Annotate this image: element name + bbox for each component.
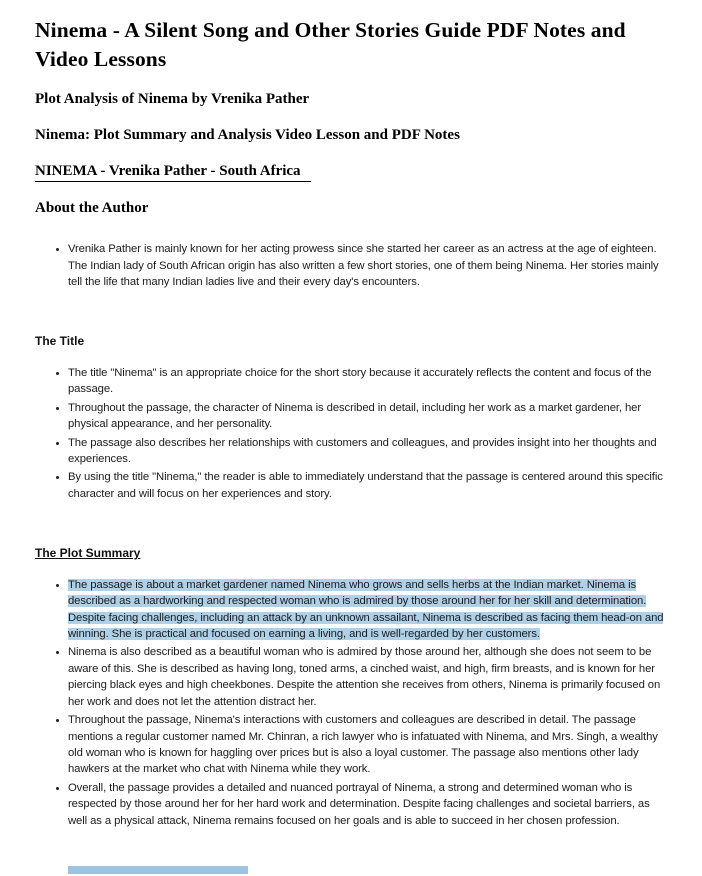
list-item — [68, 644, 667, 710]
title-bullet-text: The passage also describes her relationships with customers and colleagues, and provides insight into her thoughts and experiences. — [68, 436, 657, 466]
about-author-list — [35, 241, 667, 290]
plot-summary-heading: The Plot Summary — [35, 546, 141, 561]
the-title-heading: The Title — [35, 334, 85, 349]
title-bullet-text: The title "Ninema" is an appropriate choice for the short story because it accurately reflects the content and focus of the passage. — [68, 367, 652, 396]
the-title-list — [35, 365, 667, 502]
list-item — [68, 577, 667, 643]
list-item — [68, 241, 667, 290]
title-bullet-text: By using the title "Ninema," the reader is able to immediately understand that the passage is centered around this specific character and will focus on her experiences and story. — [68, 471, 663, 500]
about-author-bullet-text: Vrenika Pather is mainly known for her acting prowess since she started her career as an actress at the age of eighteen. The Indian lady of South African origin has also written a few short stories, one of them being Ninema. Her stories mainly tell the life that many Indian ladies live and their every day's encounters. — [68, 243, 659, 288]
plot-bullet-text: Throughout the passage, Ninema's interactions with customers and colleagues are described in detail. The passage mentions a regular customer named Mr. Chinran, a rich lawyer who is infatuated with Ninema, and Mrs. Singh, a wealthy old woman who is known for haggling over prices but is also a loyal customer. The passage also mentions other lady hawkers at the market who chat with Ninema while they work. — [68, 714, 658, 776]
plot-bullet-text-highlighted: The passage is about a market gardener named Ninema who grows and sells herbs at the Indian market. Ninema is described as a hardworking and respected woman who is admired by those around her for her skill and determination. Despite facing challenges, including an attack by an unknown assailant, Ninema is described as facing them head-on and winning. She is practical and focused on earning a living, and is well-regarded by her customers. — [68, 578, 664, 641]
list-item — [68, 435, 667, 468]
page-title: Ninema - A Silent Song and Other Stories Guide PDF Notes and Video Lessons — [35, 18, 626, 71]
list-item — [68, 712, 667, 778]
plot-summary-list — [35, 577, 667, 829]
subtitle-plot-analysis: Plot Analysis of Ninema by Vrenika Pather — [35, 91, 310, 108]
story-link-heading[interactable] — [35, 162, 667, 183]
story-link-heading-text[interactable]: NINEMA - Vrenika Pather - South Africa — [35, 162, 311, 183]
list-item — [68, 365, 667, 398]
list-item — [68, 400, 667, 433]
list-item — [68, 780, 667, 829]
clipped-highlight-fragment — [68, 866, 248, 874]
subtitle-video-lesson: Ninema: Plot Summary and Analysis Video Lesson and PDF Notes — [35, 126, 460, 143]
plot-bullet-text: Overall, the passage provides a detailed and nuanced portrayal of Ninema, a strong and determined woman who is respected by those around her for her hard work and determination. Despite facing challenges and societal barriers, as well as a physical attack, Ninema remains focused on her goals and is able to succeed in her chosen profession. — [68, 781, 650, 827]
about-author-heading: About the Author — [35, 200, 149, 217]
title-bullet-text: Throughout the passage, the character of Ninema is described in detail, including her work as a market gardener, her physical appearance, and her personality. — [68, 401, 642, 431]
plot-bullet-text: Ninema is also described as a beautiful woman who is admired by those around her, although she does not seem to be aware of this. She is described as having long, toned arms, a cinched waist, and high, firm breasts, and is known for her piercing black eyes and high cheekbones. Despite the attention she receives from others, Ninema is primarily focused on her work and does not let the attention distract her. — [68, 646, 661, 708]
list-item — [68, 469, 667, 502]
